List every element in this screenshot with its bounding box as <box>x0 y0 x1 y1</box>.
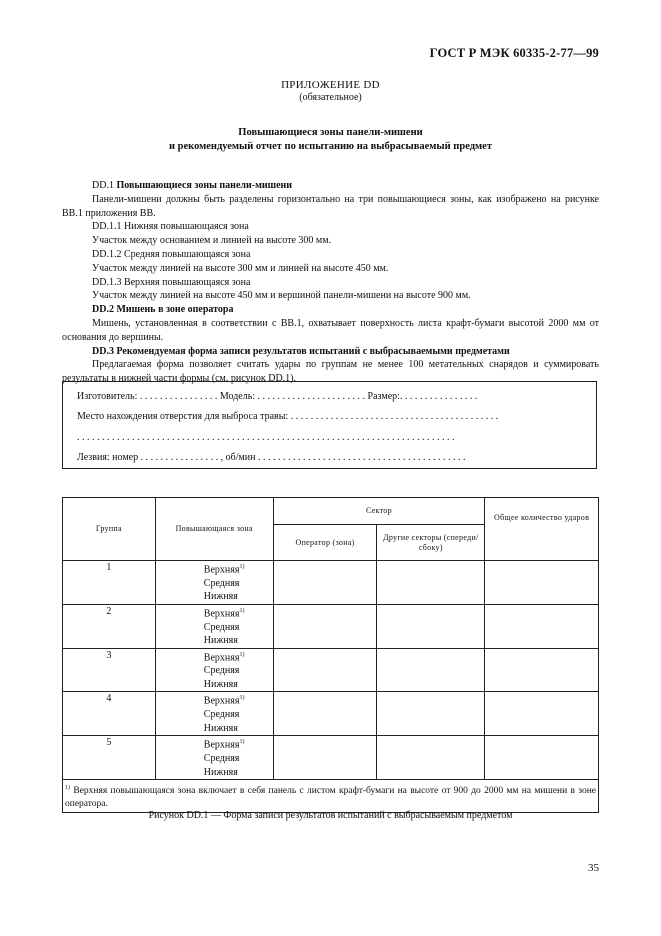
zone-mid: Средняя <box>203 621 240 633</box>
figure-caption: Рисунок DD.1 — Форма записи результатов испытаний с выбрасываемым предметом <box>148 810 513 821</box>
header-group: Группа <box>63 498 156 561</box>
total-cell <box>485 648 599 692</box>
zone-top <box>204 649 273 665</box>
header-total: Общее количество ударов <box>485 498 599 561</box>
zone-low: Нижняя <box>203 591 238 603</box>
table-row <box>63 692 599 736</box>
dd11-text: Участок между основанием и линией на высоте 300 мм. <box>92 235 332 247</box>
form-line-blades: Лезвия: номер . . . . . . . . . . . . . . . . , об/мин . . . . . . . . . . . . . . . . . . . . . . . . . . . . . . . . . . . . . . . . . . <box>77 452 466 463</box>
header-operator: Оператор (зона) <box>273 525 377 561</box>
other-sectors-cell <box>377 561 485 605</box>
group-cell: 1 <box>63 561 156 605</box>
zone-top-label: Верхняя <box>203 695 240 707</box>
zone-top-label: Верхняя <box>203 608 240 620</box>
group-cell: 3 <box>63 648 156 692</box>
page-number: 35 <box>588 862 599 874</box>
zone-mid: Средняя <box>203 709 240 721</box>
note-text: Верхняя повышающаяся зона включает в себя панель с листом крафт-бумаги на высоте от 900 до 2000 мм на мишени в зоне оператора. <box>65 786 597 809</box>
zone-top-label: Верхняя <box>203 739 240 751</box>
dd11-heading: DD.1.1 Нижняя повышающаяся зона <box>92 221 249 233</box>
operator-cell <box>273 692 377 736</box>
zone-top-label: Верхняя <box>203 651 240 663</box>
dd3-text: Предлагаемая форма позволяет считать удары по группам не менее 100 метательных снарядов и суммировать результаты в нижней части формы (см. рисунок DD.1). <box>62 359 599 385</box>
zone-low: Нижняя <box>203 635 238 647</box>
report-form-box <box>62 381 597 469</box>
dd12-heading: DD.1.2 Средняя повышающаяся зона <box>92 248 251 260</box>
zone-mid: Средняя <box>203 753 240 765</box>
table-row <box>63 604 599 648</box>
form-line-manufacturer: Изготовитель: . . . . . . . . . . . . . . . . Модель: . . . . . . . . . . . . . . . . . . . . . . Размер:. . . . . . . . . . . . . . . . <box>77 391 478 402</box>
zone-top-mark: 1) <box>239 651 245 658</box>
total-cell <box>485 561 599 605</box>
doc-title-line1: Повышающиеся зоны панели-мишени <box>238 127 423 138</box>
group-cell: 4 <box>63 692 156 736</box>
zone-top-mark: 1) <box>239 695 245 702</box>
zone-top-label: Верхняя <box>203 564 240 576</box>
form-line-outlet: Место нахождения отверстия для выброса травы: . . . . . . . . . . . . . . . . . . . . . . . . . . . . . . . . . . . . . . . . . . <box>77 411 499 422</box>
zone-cell <box>155 736 273 780</box>
zone-top <box>204 561 273 577</box>
operator-cell <box>273 736 377 780</box>
total-cell <box>485 604 599 648</box>
table-row <box>63 736 599 780</box>
form-line-dots: . . . . . . . . . . . . . . . . . . . . . . . . . . . . . . . . . . . . . . . . . . . . . . . . . . . . . . . . . . . . . . . . . . . . . . . . . . . . <box>77 432 455 443</box>
doc-title-line2: и рекомендуемый отчет по испытанию на выбрасываемый предмет <box>168 141 492 152</box>
dd1-title: Повышающиеся зоны панели-мишени <box>116 180 293 191</box>
zone-top <box>204 736 273 752</box>
appendix-title: ПРИЛОЖЕНИЕ DD <box>281 79 380 91</box>
zone-low: Нижняя <box>203 766 238 778</box>
total-cell <box>485 692 599 736</box>
other-sectors-cell <box>377 648 485 692</box>
table-header-row <box>63 498 599 525</box>
body-text <box>62 179 599 386</box>
header-other: Другие секторы (спереди/сбоку) <box>377 525 485 561</box>
dd2-heading: DD.2 Мишень в зоне оператора <box>92 304 234 316</box>
standard-header: ГОСТ Р МЭК 60335-2-77—99 <box>429 46 599 60</box>
total-cell <box>485 736 599 780</box>
other-sectors-cell <box>377 604 485 648</box>
zone-cell <box>155 692 273 736</box>
dd1-heading <box>62 179 599 193</box>
table-row <box>63 561 599 605</box>
dd2-text: Мишень, установленная в соответствии с ВВ.1, охватывает поверхность листа крафт-бумаги высотой 2000 мм от основания до вершины. <box>62 317 599 343</box>
header-sector: Сектор <box>273 498 485 525</box>
dd1-number: DD.1 <box>92 180 114 191</box>
dd13-text: Участок между линией на высоте 450 мм и вершиной панели-мишени на высоте 900 мм. <box>92 290 471 302</box>
note-mark: 1) <box>65 785 70 792</box>
zone-top <box>204 605 273 621</box>
dd13-heading: DD.1.3 Верхняя повышающаяся зона <box>92 276 251 288</box>
operator-cell <box>273 648 377 692</box>
zone-cell <box>155 604 273 648</box>
zone-cell <box>155 561 273 605</box>
table-row <box>63 648 599 692</box>
operator-cell <box>273 561 377 605</box>
zone-low: Нижняя <box>203 678 238 690</box>
zone-low: Нижняя <box>203 722 238 734</box>
zone-top-mark: 1) <box>239 739 245 746</box>
results-table <box>62 497 599 813</box>
zone-mid: Средняя <box>203 665 240 677</box>
dd12-text: Участок между линией на высоте 300 мм и линией на высоте 450 мм. <box>92 262 389 274</box>
header-zone: Повышающаяся зона <box>155 498 273 561</box>
zone-top-mark: 1) <box>239 607 245 614</box>
other-sectors-cell <box>377 692 485 736</box>
dd3-heading: DD.3 Рекомендуемая форма записи результатов испытаний с выбрасываемыми предметами <box>92 345 510 357</box>
other-sectors-cell <box>377 736 485 780</box>
group-cell: 2 <box>63 604 156 648</box>
zone-top <box>204 692 273 708</box>
table-note <box>63 780 599 813</box>
group-cell: 5 <box>63 736 156 780</box>
zone-top-mark: 1) <box>239 564 245 570</box>
operator-cell <box>273 604 377 648</box>
table-note-row <box>63 780 599 813</box>
dd1-text: Панели-мишени должны быть разделены горизонтально на три повышающиеся зоны, как изображено на рисунке ВВ.1 приложения ВВ. <box>62 193 599 219</box>
zone-cell <box>155 648 273 692</box>
appendix-status: (обязательное) <box>299 92 362 103</box>
zone-mid: Средняя <box>203 577 240 589</box>
